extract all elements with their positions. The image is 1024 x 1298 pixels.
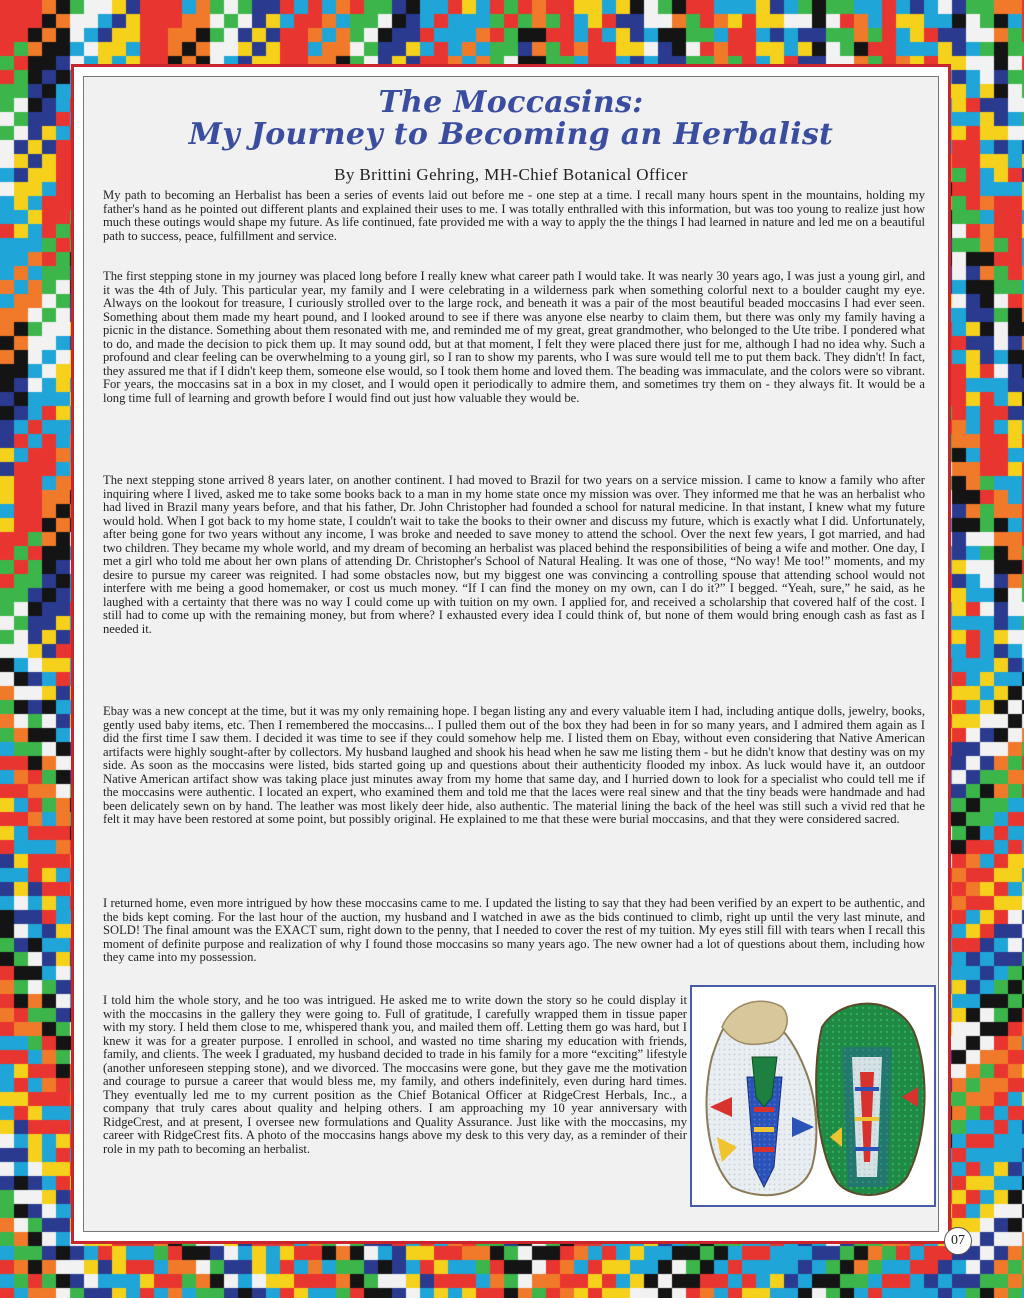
paragraph-3: The next stepping stone arrived 8 years later, on another continent. I had moved to Brazil for two years on a service mission. I came to know a family who after inquiring where I lived, asked me to take some books back to a man in my home state once my mission was over. They informed me that he was an herbalist who had lived in Brazil many years before, and that his father, Dr. John Christopher had founded a school for natural medicine. In that instant, I knew what my future would hold. When I got back to my home state, I couldn't wait to take the books to their owner and discuss my future, which is exactly what I did. Unfortunately, after being gone for two years without any income, I was broke and needed to save money to attend the school. Over the next few years, I got married, and had two children. They became my whole world, and my dream of becoming an herbalist was placed behind the responsibilities of being a wife and mother. One day, I met a girl who told me about her own plans of attending Dr. Christopher's School of Natural Healing. It was one of those, “No way! Me too!” moments, and my desire to pursue my career was reignited. I had some obstacles now, but my biggest one was convincing a controlling spouse that attending school would not interfere with me being a good homemaker, or cost us much money. “If I can find the money on my own, can I do it?” I begged. “Yeah, sure,” he said, as he laughed with a certainty that there was no way I could come up with tuition on my own. I applied for, and received a scholarship that covered half of the cost. I still had to come up with the remaining money, but from where? I exhausted every idea I could think of, but none of them would bring enough cash as fast as I needed it. [103,473,925,637]
article-panel [83,76,939,1232]
article-title-line1: The Moccasins: [378,85,644,120]
paragraph-6: I told him the whole story, and he too was intrigued. He asked me to write down the story so he could display it with the moccasins in the gallery they were going to. Full of gratitude, I carefully wrapped them in tissue paper with my story. I held them close to me, whispered thank you, and mailed them off. Letting them go was hard, but I knew it was for a greater purpose. I enrolled in school, and wasted no time sharing my education with friends, family, and clients. The week I graduated, my husband decided to trade in his family for a more “exciting” lifestyle (another unforeseen stepping stone), and we divorced. The moccasins were gone, but they gave me the motivation and courage to pursue a career that would bless me, my family, and others indefinitely, even during hard times. They eventually led me to my current position as the Chief Botanical Officer at RidgeCrest Herbals, Inc., a company that truly cares about quality and helping others. I am approaching my 10 year anniversary with RidgeCrest, and at present, I oversee new formulations and Quality Assurance. Just like with the moccasins, my career with RidgeCrest fits. A photo of the moccasins hangs above my desk to this very day, as a reminder of their role in my path to becoming an herbalist. [103,993,687,1157]
paragraph-2: The first stepping stone in my journey was placed long before I really knew what career path I would take. It was nearly 30 years ago, I was just a young girl, and it was the 4th of July. This particular year, my family and I were celebrating in a wilderness park when something colorful next to a boulder caught my eye. Always on the lookout for treasure, I curiously strolled over to the large rock, and beneath it was a pair of the most beautiful beaded moccasins I had ever seen. Something about them made my heart pound, and I looked around to see if there was anyone else nearby to claim them, but there was only my family having a picnic in the distance. Something about them resonated with me, and reminded me of my great, great grandmother, who belonged to the Ute tribe. I pondered what to do, and made the decision to pick them up. It may sound odd, but at that moment, I felt they were placed there just for me, although I had no idea why. Such a profound and clear feeling can be overwhelming to a young girl, so I ran to show my parents, who I was sure would tell me to put them back. They didn't! In fact, they assured me that if I didn't keep them, someone else would, so I took them home and loved them. The beading was immaculate, and the colors were so vibrant. For years, the moccasins sat in a box in my closet, and I would open it periodically to admire them, and sometimes try them on - they always fit. It would be a long time full of learning and growth before I would find out just how valuable they would be. [103,269,925,405]
paragraph-1: My path to becoming an Herbalist has been a series of events laid out before me - one step at a time. I recall many hours spent in the mountains, holding my father's hand as he pointed out different plants and explained their uses to me. I was totally enthralled with this information, but was too young to realize just how much these outings would shape my future. As life continued, fate provided me with a way to apply the the things I had learned in nature and led me on a beautiful path to success, peace, fulfillment and service. [103,188,925,243]
paragraph-4: Ebay was a new concept at the time, but it was my only remaining hope. I began listing any and every valuable item I had, including antique dolls, jewelry, books, gently used baby items, etc. Then I remembered the moccasins... I pulled them out of the box they had been in for so many years, and I admired them again as I did the first time I saw them. I decided it was time to see if they could somehow help me. I listed them on Ebay, without even considering that Native American artifacts were highly sought-after by collectors. My husband laughed and shook his head when he saw me listing them - but he didn't know that destiny was on my side. As soon as the moccasins were listed, bids started going up and questions about their authenticity flooded my inbox. As luck would have it, an outdoor Native American artifact show was taking place just minutes away from my home that same day, and I hurried down to look for a specialist who could tell me if the moccasins were authentic. I located an expert, who examined them and told me that the laces were real sinew and that the tiny beads were handmade and had been delicately sewn on by hand. The leather was most likely deer hide, also authentic. The material lining the back of the heel was still such a vivid red that he felt it may have been restored at some point, but possibly original. He explained to me that these were burial moccasins, and that they were considered sacred. [103,704,925,827]
article-frame [71,64,951,1244]
left-moccasin [707,1001,817,1195]
article-title-line2: My Journey to Becoming an Herbalist [188,117,834,152]
right-moccasin [816,1004,924,1195]
paragraph-5: I returned home, even more intrigued by how these moccasins came to me. I updated the listing to say that they had been verified by an expert to be authentic, and the bids kept coming. For the last hour of the auction, my husband and I watched in awe as the bids continued to climb, right up until the very last minute, and SOLD! The final amount was the EXACT sum, right down to the penny, that I needed to cover the rest of my tuition. My eyes still fill with tears when I recall this moment of definite purpose and realization of why I found those moccasins so many years ago. The new owner had a lot of questions about them, including how they came into my possession. [103,896,925,965]
moccasins-illustration [692,987,934,1205]
byline: By Brittini Gehring, MH-Chief Botanical Officer [334,165,688,184]
page-number: 07 [944,1227,972,1255]
moccasins-photo [690,985,936,1207]
